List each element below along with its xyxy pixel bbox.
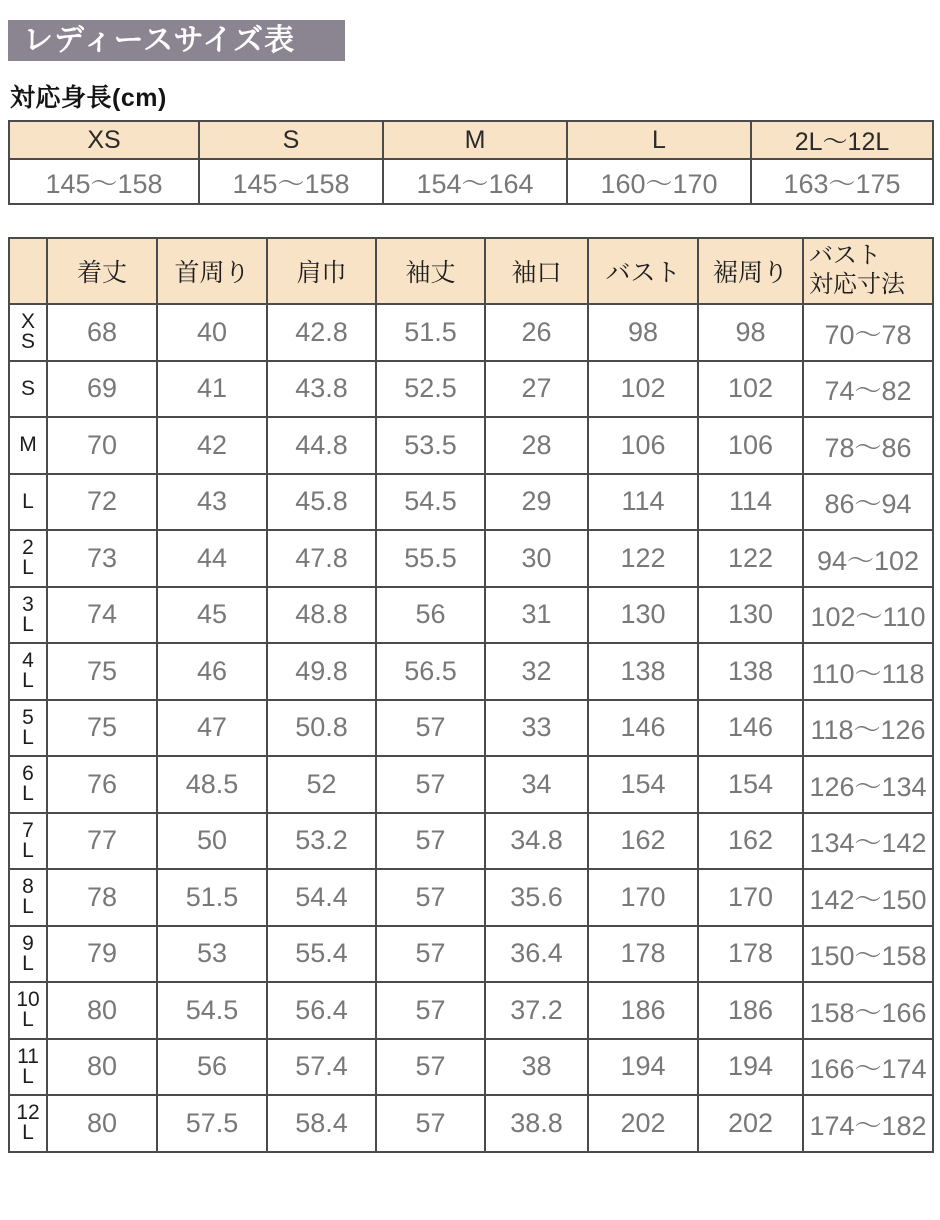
table-row — [9, 530, 933, 587]
cell: 78 — [47, 869, 157, 926]
cell: 72 — [47, 474, 157, 531]
height-value: 154〜164 — [383, 159, 567, 204]
cell: 162 — [588, 813, 698, 870]
table-row — [9, 304, 933, 361]
cell: 70〜78 — [803, 304, 933, 361]
cell: 57 — [376, 1039, 485, 1096]
cell: 52.5 — [376, 361, 485, 418]
cell: 80 — [47, 1039, 157, 1096]
cell: 154 — [588, 756, 698, 813]
table-row — [9, 926, 933, 983]
cell: 44 — [157, 530, 267, 587]
height-value: 160〜170 — [567, 159, 751, 204]
cell: 57 — [376, 982, 485, 1039]
cell: 86〜94 — [803, 474, 933, 531]
cell: 75 — [47, 643, 157, 700]
cell: 47 — [157, 700, 267, 757]
cell: 56.5 — [376, 643, 485, 700]
cell: 186 — [698, 982, 803, 1039]
cell: 80 — [47, 982, 157, 1039]
cell: 57 — [376, 926, 485, 983]
height-value: 145〜158 — [199, 159, 383, 204]
table-row — [9, 700, 933, 757]
cell: 80 — [47, 1095, 157, 1152]
height-col-header: L — [567, 121, 751, 159]
height-table — [8, 120, 934, 205]
cell: 146 — [588, 700, 698, 757]
row-size-label: 9 L — [9, 926, 47, 983]
row-size-label: 4 L — [9, 643, 47, 700]
cell: 56 — [376, 587, 485, 644]
page-title: レディースサイズ表 — [8, 20, 345, 61]
cell: 73 — [47, 530, 157, 587]
table-row — [9, 982, 933, 1039]
row-size-label: 7 L — [9, 813, 47, 870]
col-header: 裾周り — [698, 238, 803, 304]
cell: 69 — [47, 361, 157, 418]
cell: 166〜174 — [803, 1039, 933, 1096]
corner-cell — [9, 238, 47, 304]
cell: 45 — [157, 587, 267, 644]
cell: 54.5 — [157, 982, 267, 1039]
col-header-line: バスト — [809, 242, 881, 270]
row-size-label: 6 L — [9, 756, 47, 813]
cell: 74 — [47, 587, 157, 644]
cell: 50 — [157, 813, 267, 870]
height-col-header: XS — [9, 121, 199, 159]
cell: 98 — [698, 304, 803, 361]
cell: 26 — [485, 304, 588, 361]
cell: 38.8 — [485, 1095, 588, 1152]
cell: 194 — [588, 1039, 698, 1096]
row-size-label: 5 L — [9, 700, 47, 757]
row-size-label: 3 L — [9, 587, 47, 644]
cell: 48.5 — [157, 756, 267, 813]
cell: 57 — [376, 869, 485, 926]
cell: 138 — [698, 643, 803, 700]
col-header: 着丈 — [47, 238, 157, 304]
cell: 44.8 — [267, 417, 376, 474]
cell: 45.8 — [267, 474, 376, 531]
height-table-value-row — [9, 159, 933, 204]
cell: 34.8 — [485, 813, 588, 870]
cell: 79 — [47, 926, 157, 983]
cell: 75 — [47, 700, 157, 757]
row-size-label: 10 L — [9, 982, 47, 1039]
cell: 57 — [376, 1095, 485, 1152]
table-row — [9, 417, 933, 474]
row-size-label: L — [9, 474, 47, 531]
cell: 35.6 — [485, 869, 588, 926]
cell: 51.5 — [157, 869, 267, 926]
cell: 51.5 — [376, 304, 485, 361]
cell: 102 — [698, 361, 803, 418]
table-row — [9, 756, 933, 813]
cell: 43.8 — [267, 361, 376, 418]
cell: 94〜102 — [803, 530, 933, 587]
table-row — [9, 1095, 933, 1152]
cell: 98 — [588, 304, 698, 361]
cell: 194 — [698, 1039, 803, 1096]
cell: 70 — [47, 417, 157, 474]
cell: 37.2 — [485, 982, 588, 1039]
height-value: 145〜158 — [9, 159, 199, 204]
table-row — [9, 474, 933, 531]
cell: 50.8 — [267, 700, 376, 757]
row-size-label: 12 L — [9, 1095, 47, 1152]
cell: 57 — [376, 756, 485, 813]
cell: 33 — [485, 700, 588, 757]
row-size-label: 11 L — [9, 1039, 47, 1096]
cell: 178 — [588, 926, 698, 983]
cell: 102 — [588, 361, 698, 418]
cell: 49.8 — [267, 643, 376, 700]
col-header: 肩巾 — [267, 238, 376, 304]
cell: 186 — [588, 982, 698, 1039]
cell: 146 — [698, 700, 803, 757]
height-col-header: M — [383, 121, 567, 159]
cell: 46 — [157, 643, 267, 700]
cell: 178 — [698, 926, 803, 983]
cell: 114 — [698, 474, 803, 531]
cell: 57.5 — [157, 1095, 267, 1152]
cell: 42.8 — [267, 304, 376, 361]
cell: 56 — [157, 1039, 267, 1096]
cell: 27 — [485, 361, 588, 418]
cell: 170 — [588, 869, 698, 926]
height-col-header: 2L〜12L — [751, 121, 933, 159]
cell: 31 — [485, 587, 588, 644]
cell: 202 — [588, 1095, 698, 1152]
cell: 78〜86 — [803, 417, 933, 474]
cell: 54.5 — [376, 474, 485, 531]
cell: 30 — [485, 530, 588, 587]
cell: 48.8 — [267, 587, 376, 644]
cell: 53.2 — [267, 813, 376, 870]
cell: 41 — [157, 361, 267, 418]
cell: 42 — [157, 417, 267, 474]
cell: 142〜150 — [803, 869, 933, 926]
size-table-header-row — [9, 238, 933, 304]
cell: 154 — [698, 756, 803, 813]
cell: 57 — [376, 813, 485, 870]
col-header: 袖口 — [485, 238, 588, 304]
cell: 118〜126 — [803, 700, 933, 757]
cell: 110〜118 — [803, 643, 933, 700]
cell: 134〜142 — [803, 813, 933, 870]
cell: 138 — [588, 643, 698, 700]
table-row — [9, 587, 933, 644]
cell: 38 — [485, 1039, 588, 1096]
cell: 55.4 — [267, 926, 376, 983]
table-row — [9, 643, 933, 700]
cell: 122 — [588, 530, 698, 587]
cell: 53 — [157, 926, 267, 983]
cell: 52 — [267, 756, 376, 813]
cell: 57 — [376, 700, 485, 757]
row-size-label: 2 L — [9, 530, 47, 587]
col-header: バスト — [588, 238, 698, 304]
row-size-label: X S — [9, 304, 47, 361]
size-table — [8, 237, 934, 1153]
cell: 162 — [698, 813, 803, 870]
cell: 55.5 — [376, 530, 485, 587]
cell: 68 — [47, 304, 157, 361]
cell: 28 — [485, 417, 588, 474]
cell: 130 — [588, 587, 698, 644]
cell: 53.5 — [376, 417, 485, 474]
cell: 47.8 — [267, 530, 376, 587]
cell: 77 — [47, 813, 157, 870]
cell: 36.4 — [485, 926, 588, 983]
cell: 43 — [157, 474, 267, 531]
cell: 29 — [485, 474, 588, 531]
table-row — [9, 869, 933, 926]
cell: 126〜134 — [803, 756, 933, 813]
cell: 106 — [698, 417, 803, 474]
cell: 122 — [698, 530, 803, 587]
cell: 40 — [157, 304, 267, 361]
cell: 202 — [698, 1095, 803, 1152]
cell: 130 — [698, 587, 803, 644]
row-size-label: 8 L — [9, 869, 47, 926]
cell: 54.4 — [267, 869, 376, 926]
table-row — [9, 813, 933, 870]
cell: 34 — [485, 756, 588, 813]
cell: 76 — [47, 756, 157, 813]
table-row — [9, 1039, 933, 1096]
cell: 57.4 — [267, 1039, 376, 1096]
col-header-bust-range — [803, 238, 933, 304]
height-value: 163〜175 — [751, 159, 933, 204]
cell: 102〜110 — [803, 587, 933, 644]
height-table-header-row — [9, 121, 933, 159]
cell: 56.4 — [267, 982, 376, 1039]
cell: 58.4 — [267, 1095, 376, 1152]
cell: 74〜82 — [803, 361, 933, 418]
col-header: 袖丈 — [376, 238, 485, 304]
col-header: 首周り — [157, 238, 267, 304]
cell: 158〜166 — [803, 982, 933, 1039]
cell: 170 — [698, 869, 803, 926]
cell: 114 — [588, 474, 698, 531]
cell: 174〜182 — [803, 1095, 933, 1152]
cell: 32 — [485, 643, 588, 700]
cell: 106 — [588, 417, 698, 474]
height-section-heading: 対応身長(cm) — [10, 84, 167, 112]
cell: 150〜158 — [803, 926, 933, 983]
table-row — [9, 361, 933, 418]
row-size-label: S — [9, 361, 47, 418]
row-size-label: M — [9, 417, 47, 474]
col-header-line: 対応寸法 — [809, 271, 905, 298]
height-col-header: S — [199, 121, 383, 159]
